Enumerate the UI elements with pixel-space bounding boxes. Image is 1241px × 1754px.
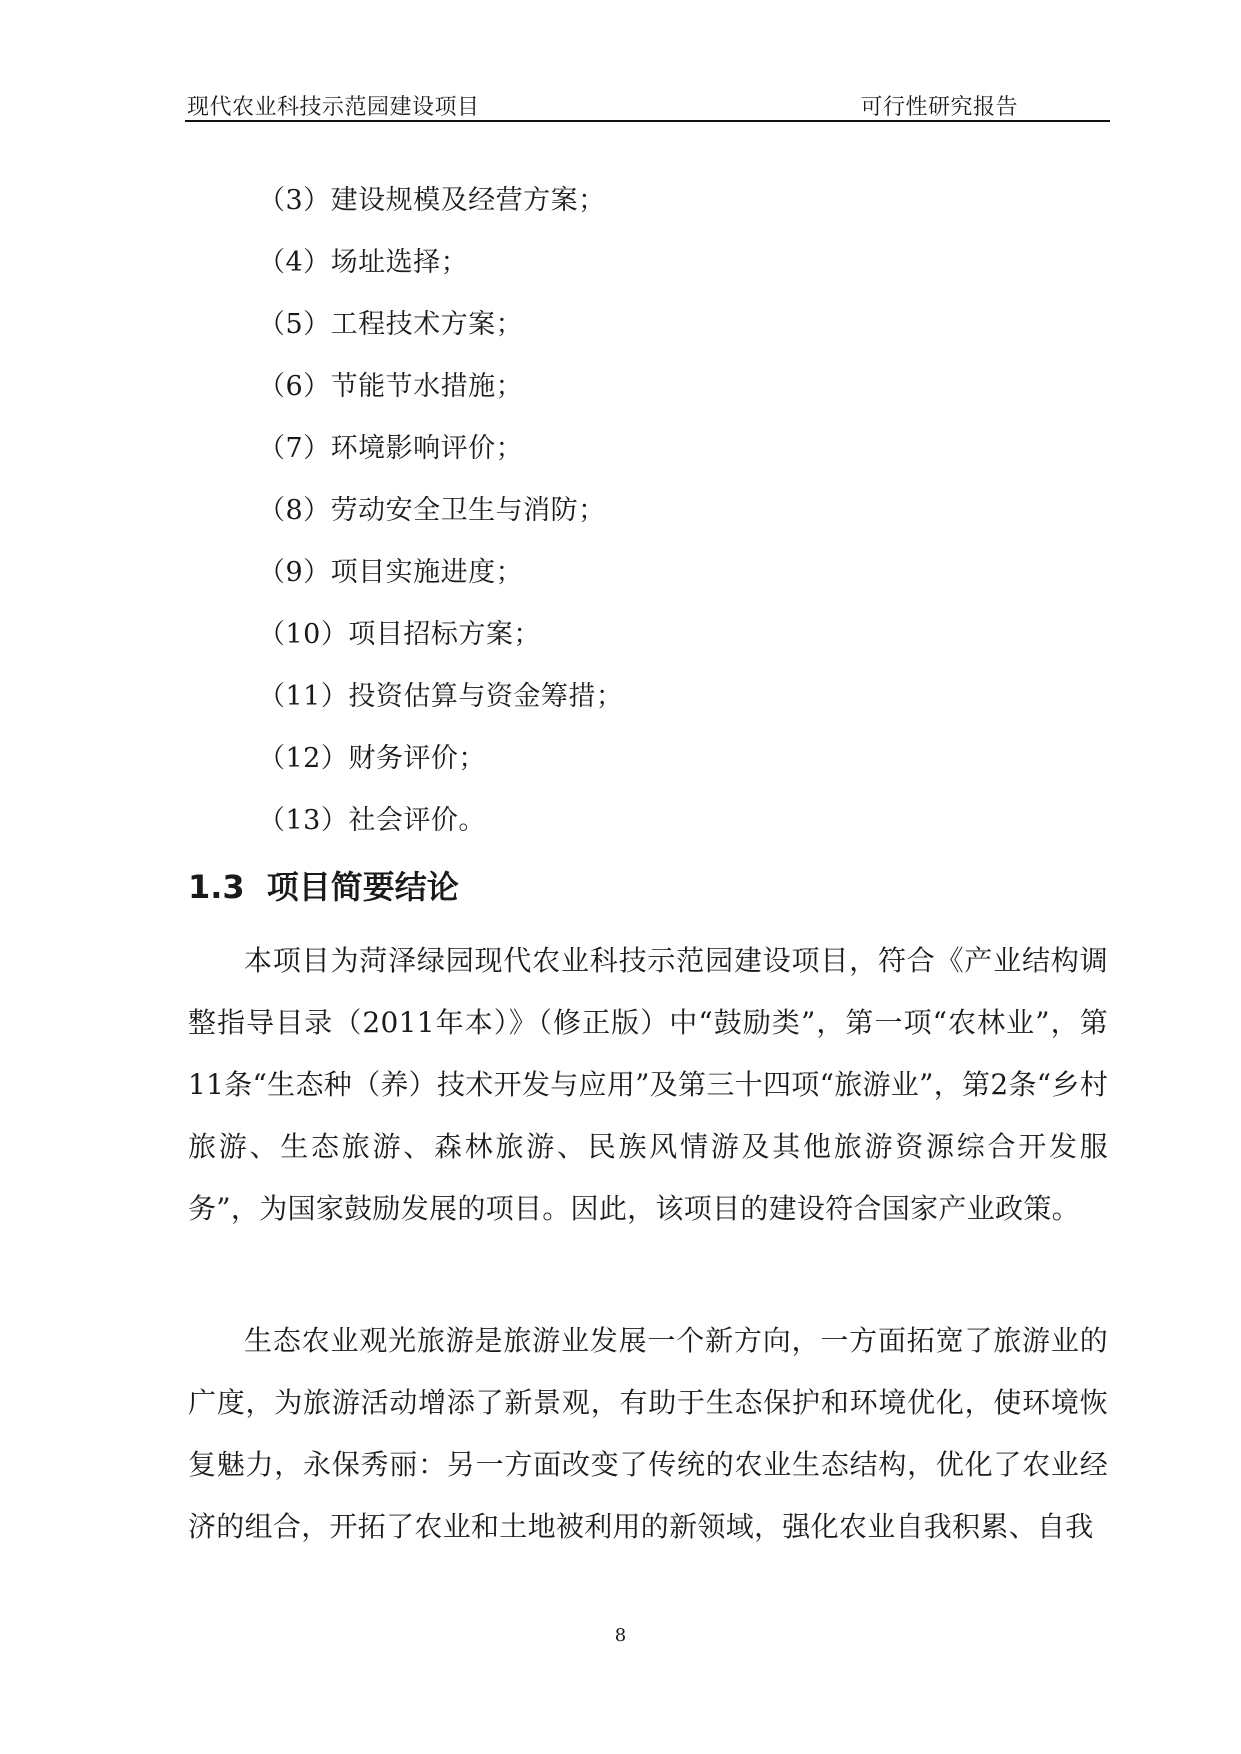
page-number: 8 bbox=[614, 1625, 627, 1646]
list-item: （11）投资估算与资金筹措； bbox=[258, 681, 624, 712]
page-header bbox=[185, 88, 1110, 122]
list-item: （3）建设规模及经营方案； bbox=[258, 185, 606, 216]
list-item: （8）劳动安全卫生与消防； bbox=[258, 495, 606, 526]
paragraph-eco-tourism: 生态农业观光旅游是旅游业发展一个新方向，一方面拓宽了旅游业的广度，为旅游活动增添了新景观，有助于生态保护和环境优化，使环境恢复魅力，永保秀丽：另一方面改变了传统的农业生态结构，优化了农业经济的组合，开拓了农业和土地被利用的新领域，强化农业自我积累、自我 bbox=[188, 1324, 1108, 1543]
section-title: 项目简要结论 bbox=[266, 868, 459, 906]
list-item: （10）项目招标方案； bbox=[258, 619, 541, 650]
list-item: （12）财务评价； bbox=[258, 743, 486, 774]
list-item: （6）节能节水措施； bbox=[258, 371, 524, 402]
header-project-title: 现代农业科技示范园建设项目 bbox=[187, 95, 480, 120]
section-number: 1.3 bbox=[188, 868, 245, 906]
list-item: （9）项目实施进度； bbox=[258, 557, 524, 588]
paragraph-policy-compliance: 本项目为菏泽绿园现代农业科技示范园建设项目，符合《产业结构调整指导目录（2011年本）》（修正版）中“鼓励类”，第一项“农林业”，第11条“生态种（养）技术开发与应用”及第三十四项“旅游业”，第2条“乡村旅游、生态旅游、森林旅游、民族风情游及其他旅游资源综合开发服务”，为国家鼓励发展的项目。因此，该项目的建设符合国家产业政策。 bbox=[188, 944, 1108, 1225]
list-item: （5）工程技术方案； bbox=[258, 309, 524, 340]
list-item: （13）社会评价。 bbox=[258, 805, 486, 836]
header-report-type: 可行性研究报告 bbox=[860, 95, 1018, 120]
list-item: （4）场址选择； bbox=[258, 247, 469, 278]
section-heading bbox=[188, 862, 459, 908]
list-item: （7）环境影响评价； bbox=[258, 433, 524, 464]
content-list bbox=[258, 170, 623, 852]
